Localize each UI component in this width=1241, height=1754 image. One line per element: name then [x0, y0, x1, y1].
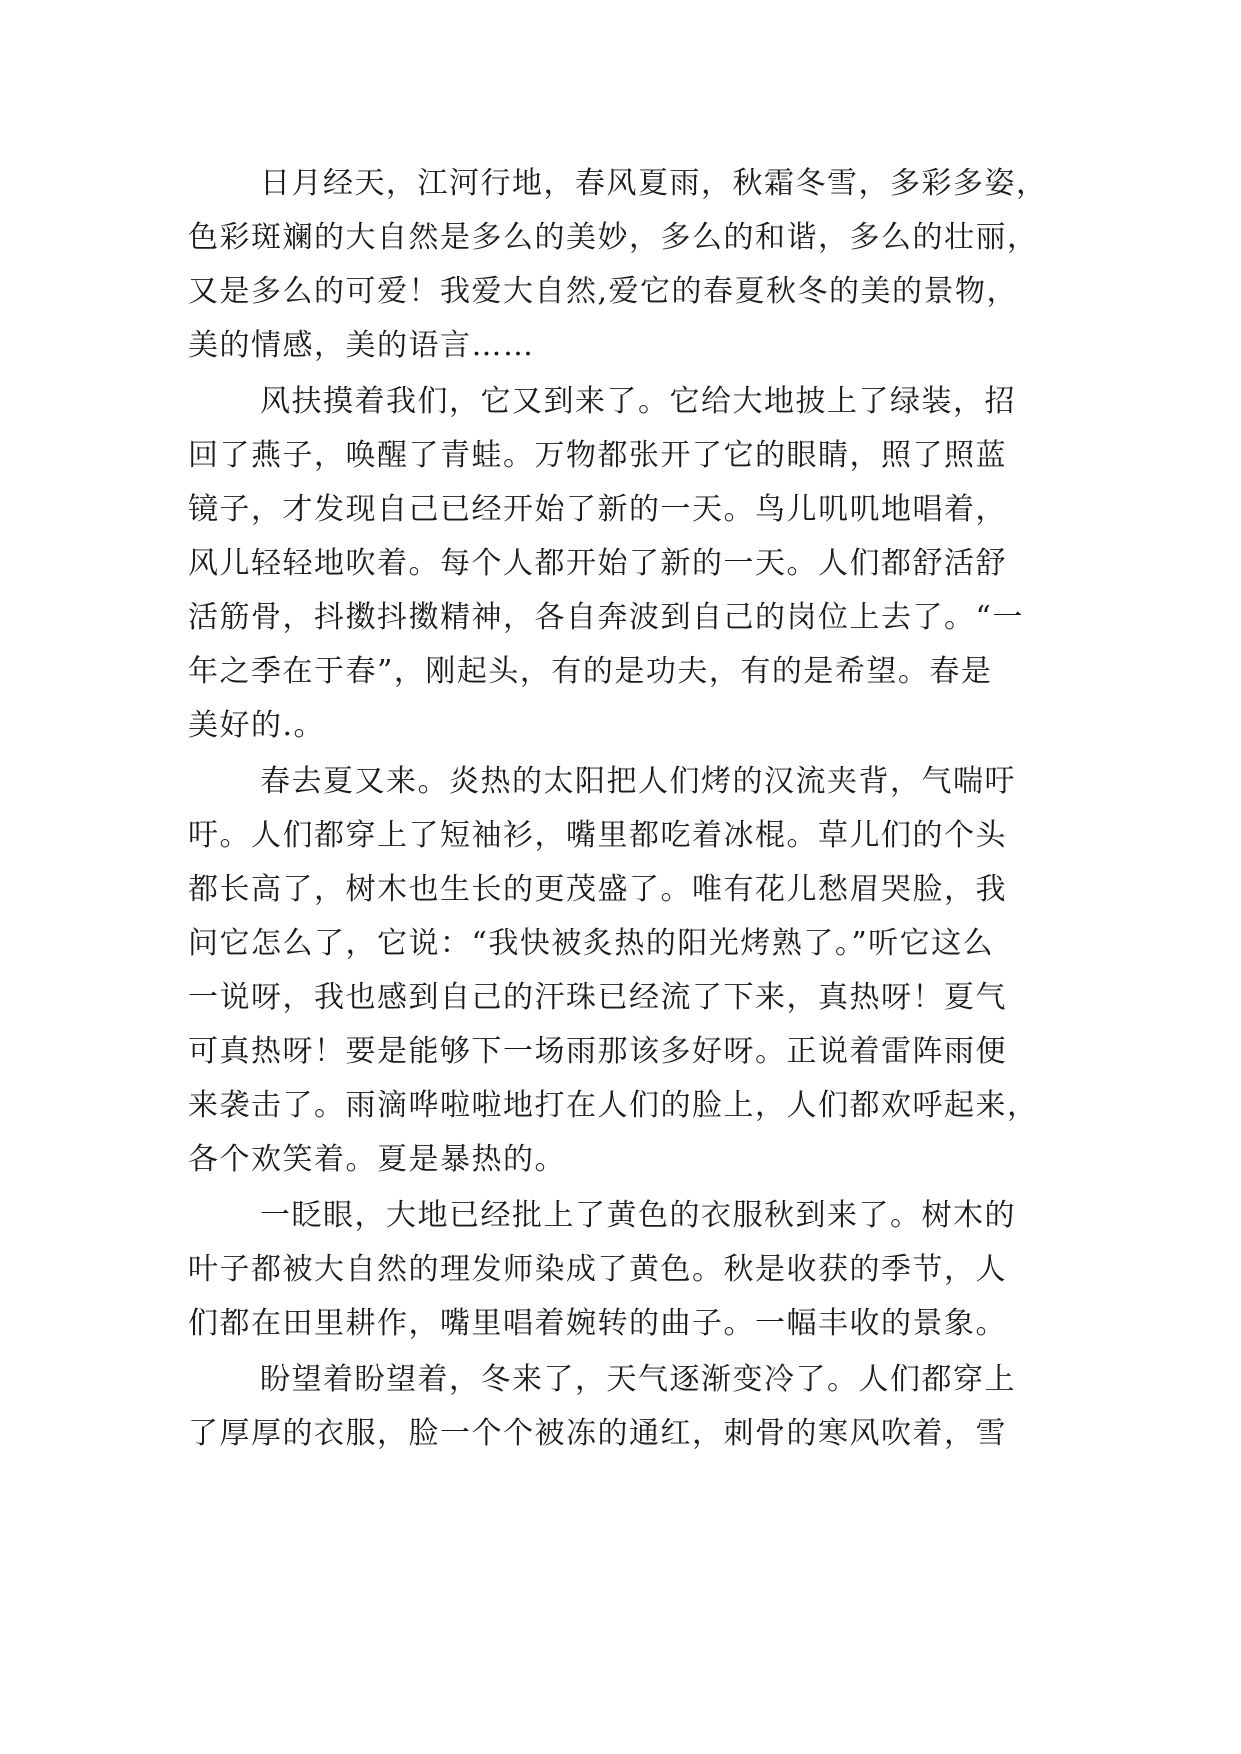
text-line: 了厚厚的衣服，脸一个个被冻的通红，刺骨的寒风吹着，雪 [188, 1416, 1007, 1451]
text-line: 们都在田里耕作，嘴里唱着婉转的曲子。一幅丰收的景象。 [188, 1306, 1007, 1341]
text-line: 日月经天，江河行地，春风夏雨，秋霜冬雪，多彩多姿， [260, 166, 1048, 201]
text-line: 年之季在于春”，刚起头，有的是功夫，有的是希望。春是 [188, 654, 993, 689]
text-line: 春去夏又来。炎热的太阳把人们烤的汉流夹背，气喘吁 [260, 764, 1016, 799]
document-body [188, 157, 1074, 1461]
text-line: 色彩斑斓的大自然是多么的美妙，多么的和谐，多么的壮丽， [188, 220, 1039, 255]
text-line: 吁。人们都穿上了短袖衫，嘴里都吃着冰棍。草儿们的个头 [188, 818, 1007, 853]
text-line: 一眨眼，大地已经批上了黄色的衣服秋到来了。树木的 [260, 1198, 1016, 1233]
text-line: 一说呀，我也感到自己的汗珠已经流了下来，真热呀！夏气 [188, 980, 1007, 1015]
text-line: 镜子，才发现自己已经开始了新的一天。鸟儿叽叽地唱着， [188, 492, 1007, 527]
text-line: 来袭击了。雨滴哗啦啦地打在人们的脸上，人们都欢呼起来， [188, 1088, 1039, 1123]
text-line: 各个欢笑着。夏是暴热的。 [188, 1142, 566, 1177]
paragraph-intro [188, 157, 1074, 373]
text-line: 回了燕子，唤醒了青蛙。万物都张开了它的眼睛，照了照蓝 [188, 438, 1007, 473]
text-line: 美的情感，美的语言…… [188, 328, 535, 363]
text-line: 美好的.。 [188, 708, 326, 743]
text-line: 叶子都被大自然的理发师染成了黄色。秋是收获的季节，人 [188, 1252, 1007, 1287]
paragraph-spring [188, 375, 1074, 753]
text-line: 盼望着盼望着，冬来了，天气逐渐变冷了。人们都穿上 [260, 1362, 1016, 1397]
text-line: 风儿轻轻地吹着。每个人都开始了新的一天。人们都舒活舒 [188, 546, 1007, 581]
paragraph-autumn [188, 1189, 1074, 1351]
text-line: 问它怎么了，它说：“我快被炙热的阳光烤熟了。”听它这么 [188, 926, 995, 961]
text-line: 都长高了，树木也生长的更茂盛了。唯有花儿愁眉哭脸，我 [188, 872, 1007, 907]
text-line: 风扶摸着我们，它又到来了。它给大地披上了绿装，招 [260, 384, 1016, 419]
text-line: 活筋骨，抖擞抖擞精神，各自奔波到自己的岗位上去了。“一 [188, 600, 1024, 635]
paragraph-winter [188, 1353, 1074, 1461]
text-line: 又是多么的可爱！我爱大自然,爱它的春夏秋冬的美的景物， [188, 274, 1019, 309]
text-line: 可真热呀！要是能够下一场雨那该多好呀。正说着雷阵雨便 [188, 1034, 1007, 1069]
paragraph-summer [188, 755, 1074, 1187]
